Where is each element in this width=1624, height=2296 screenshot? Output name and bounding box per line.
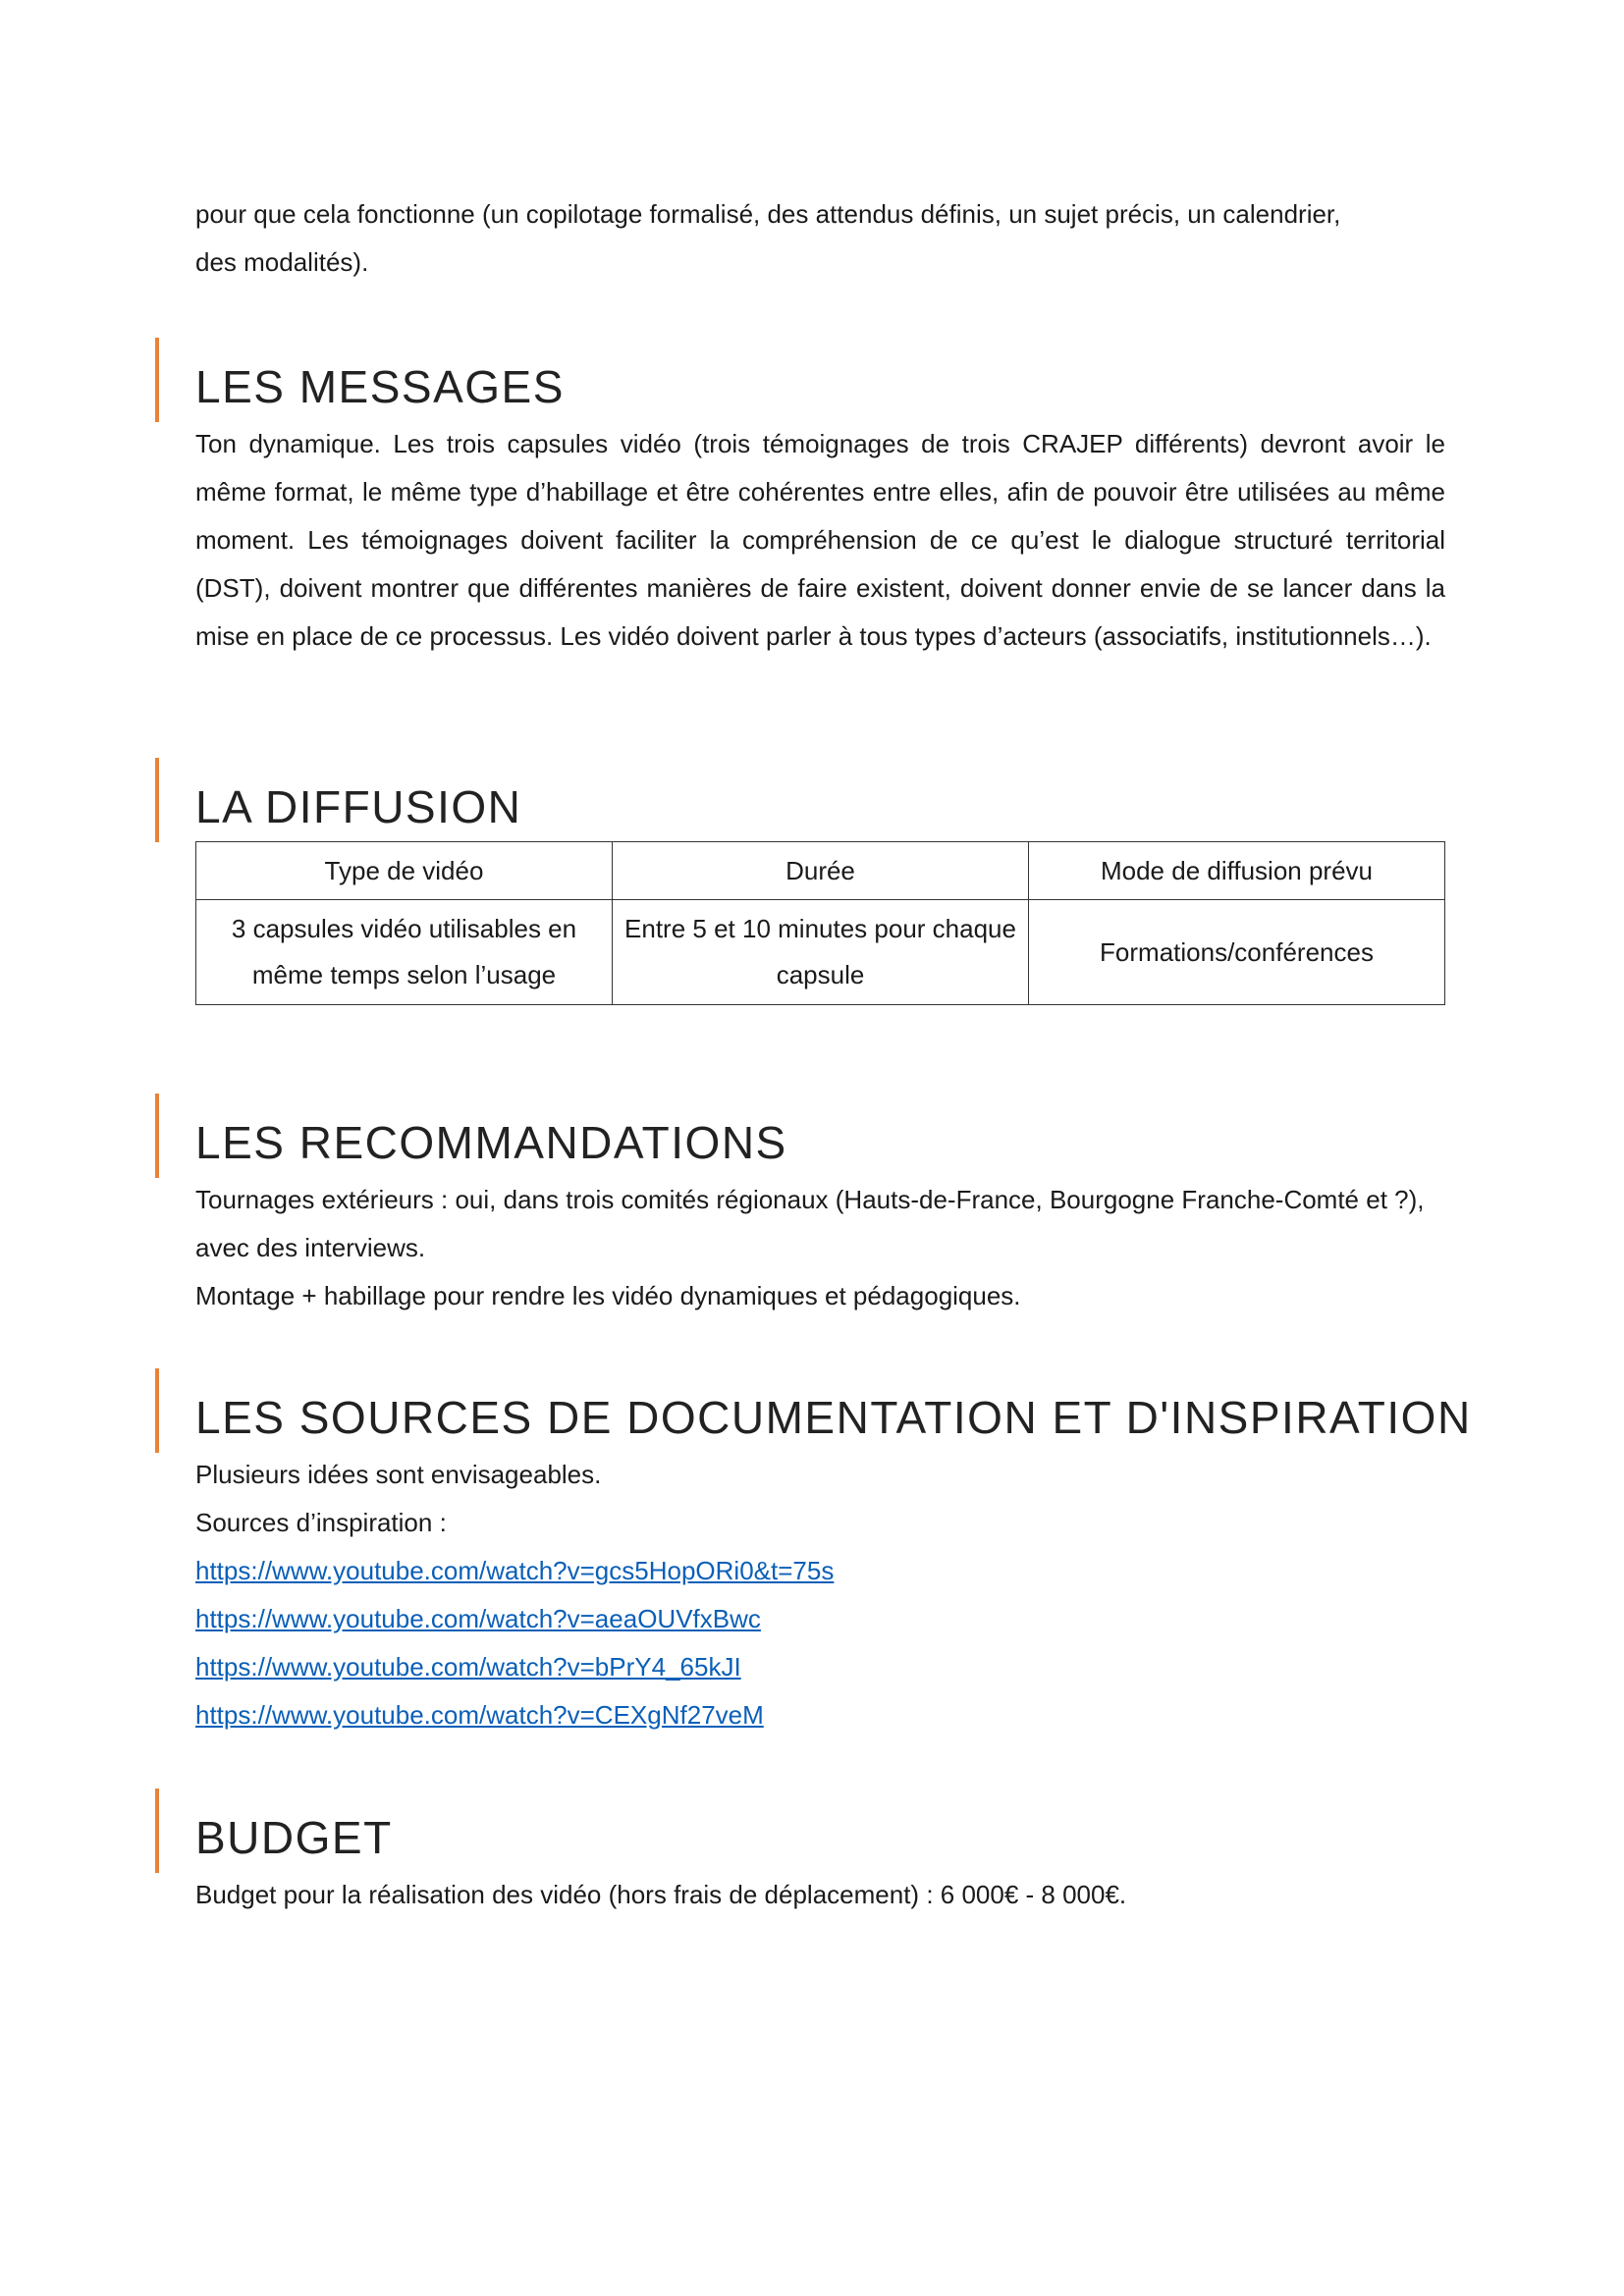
section-accent-bar — [155, 338, 159, 422]
table-header-row — [196, 842, 1445, 900]
table-header-cell: Durée — [613, 842, 1029, 900]
section-title-sources: LES SOURCES DE DOCUMENTATION ET D'INSPIRATION — [195, 1392, 1472, 1443]
intro-line-2: des modalités). — [195, 247, 369, 277]
table-cell: Formations/conférences — [1029, 900, 1445, 1005]
section-accent-bar — [155, 1789, 159, 1873]
section-accent-bar — [155, 1368, 159, 1453]
intro-line-1: pour que cela fonctionne (un copilotage formalisé, des attendus définis, un sujet précis, un calendrier, — [195, 199, 1341, 229]
messages-text: Ton dynamique. Les trois capsules vidéo (trois témoignages de trois CRAJEP différents) devront avoir le même format, le même type d’habillage et être cohérentes entre elles, afin de pouvoir être utilisées au même moment. Les témoignages doivent faciliter la compréhension de ce qu’est le dialogue structuré territorial (DST), doivent montrer que différentes manières de faire existent, doivent donner envie de se lancer dans la mise en place de ce processus. Les vidéo doivent parler à tous types d’acteurs (associatifs, institutionnels…). — [195, 429, 1445, 651]
diffusion-table — [195, 841, 1445, 1005]
inspiration-link-1[interactable]: https://www.youtube.com/watch?v=gcs5HopORi0&t=75s — [195, 1556, 835, 1585]
diffusion-table-wrapper — [195, 841, 1445, 1005]
section-accent-bar — [155, 758, 159, 842]
table-row — [196, 900, 1445, 1005]
table-cell: Entre 5 et 10 minutes pour chaque capsule — [613, 900, 1029, 1005]
sources-text-2: Sources d’inspiration : — [195, 1508, 447, 1537]
sources-body — [195, 1451, 1445, 1739]
inspiration-link-2[interactable]: https://www.youtube.com/watch?v=aeaOUVfxBwc — [195, 1604, 761, 1633]
section-title-budget: BUDGET — [195, 1812, 393, 1863]
recommandations-text-2: Montage + habillage pour rendre les vidéo dynamiques et pédagogiques. — [195, 1281, 1021, 1310]
section-title-recommandations: LES RECOMMANDATIONS — [195, 1117, 787, 1168]
intro-paragraph — [195, 190, 1445, 287]
section-title-messages: LES MESSAGES — [195, 361, 565, 412]
messages-body — [195, 420, 1445, 661]
table-cell: 3 capsules vidéo utilisables en même temps selon l’usage — [196, 900, 613, 1005]
recommandations-text-1: Tournages extérieurs : oui, dans trois comités régionaux (Hauts-de-France, Bourgogne Franche-Comté et ?), avec des interviews. — [195, 1185, 1425, 1262]
inspiration-link-3[interactable]: https://www.youtube.com/watch?v=bPrY4_65kJI — [195, 1652, 741, 1682]
inspiration-link-4[interactable]: https://www.youtube.com/watch?v=CEXgNf27veM — [195, 1700, 764, 1730]
table-header-cell: Mode de diffusion prévu — [1029, 842, 1445, 900]
section-accent-bar — [155, 1094, 159, 1178]
budget-text: Budget pour la réalisation des vidéo (hors frais de déplacement) : 6 000€ - 8 000€. — [195, 1880, 1127, 1909]
table-header-cell: Type de vidéo — [196, 842, 613, 900]
recommandations-body — [195, 1176, 1445, 1320]
section-title-diffusion: LA DIFFUSION — [195, 781, 522, 832]
budget-body — [195, 1871, 1445, 1919]
sources-text-1: Plusieurs idées sont envisageables. — [195, 1460, 602, 1489]
